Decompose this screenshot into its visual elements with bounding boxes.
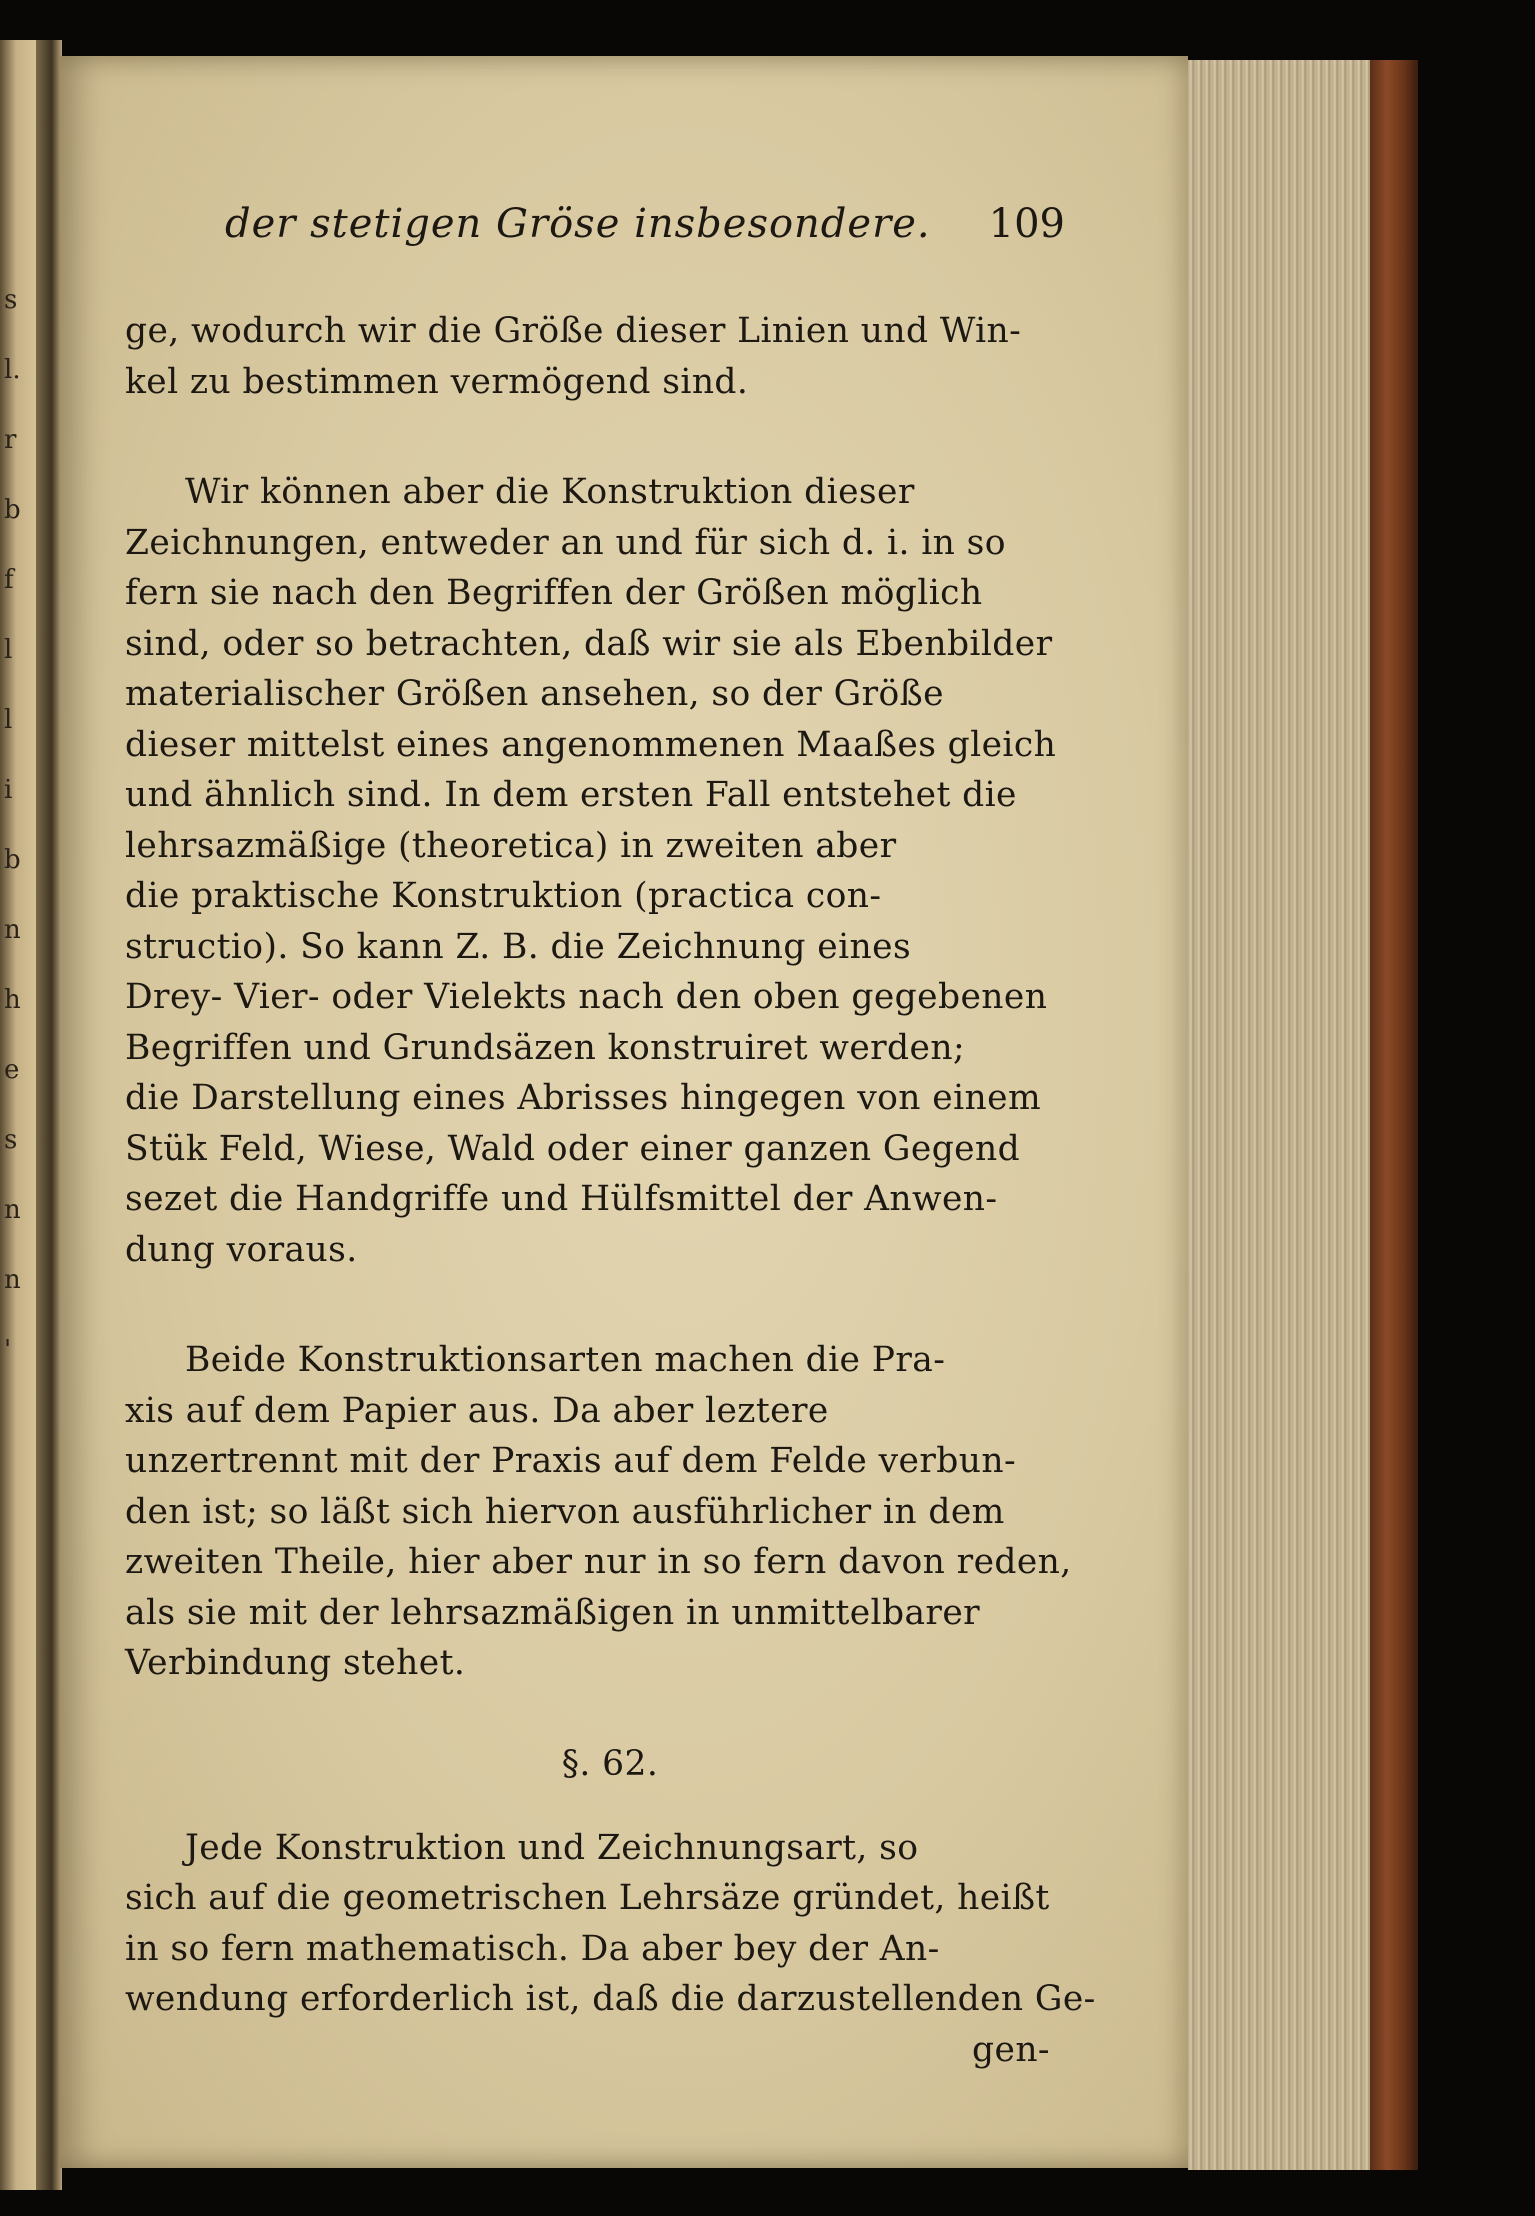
fragment: l <box>4 705 13 735</box>
text-line: sind, oder so betrachten, daß wir sie als Ebenbilder <box>125 623 1053 664</box>
fragment: s <box>4 1125 18 1155</box>
text-line: dung voraus. <box>125 1229 358 1270</box>
page-number: 109 <box>988 201 1065 247</box>
text-line: Jede Konstruktion und Zeichnungsart, so <box>185 1827 919 1868</box>
fragment: ' <box>4 1335 12 1365</box>
text-line: lehrsazmäßige (theoretica) in zweiten aber <box>125 825 897 866</box>
text-line: Begriffen und Grundsäzen konstruiret werden; <box>125 1027 965 1068</box>
running-title: der stetigen Gröse insbesondere. <box>225 201 931 247</box>
fragment: n <box>4 915 21 945</box>
catchword: gen- <box>972 2029 1050 2070</box>
fragment: b <box>4 495 21 525</box>
text-line: in so fern mathematisch. Da aber bey der An- <box>125 1928 940 1969</box>
book-gutter <box>36 40 62 2190</box>
previous-page-edge <box>0 40 36 2190</box>
text-line: structio). So kann Z. B. die Zeichnung eines <box>125 926 912 967</box>
text-line: ge, wodurch wir die Größe dieser Linien und Win- <box>125 311 1022 351</box>
fragment: l. <box>4 355 21 385</box>
page-header <box>225 201 1065 271</box>
text-line: den ist; so läßt sich hiervon ausführlicher in dem <box>125 1491 1005 1532</box>
fragment: f <box>4 565 14 595</box>
text-line: wendung erforderlich ist, daß die darzustellenden Ge- <box>125 1979 1096 2019</box>
fragment: e <box>4 1055 20 1085</box>
text-line: Wir können aber die Konstruktion dieser <box>185 472 915 512</box>
text-line: die Darstellung eines Abrisses hingegen von einem <box>125 1078 1042 1118</box>
fragment: i <box>4 775 13 805</box>
text-line: unzertrennt mit der Praxis auf dem Felde verbun- <box>125 1441 1016 1481</box>
text-line: Drey- Vier- oder Vielekts nach den oben gegebenen <box>125 977 1048 1017</box>
section-heading: §. 62. <box>561 1743 659 1784</box>
text-line: xis auf dem Papier aus. Da aber leztere <box>125 1390 829 1431</box>
fragment: l <box>4 635 13 665</box>
text-line: kel zu bestimmen vermögend sind. <box>125 361 749 402</box>
previous-page-fragments <box>4 280 30 1400</box>
fragment: s <box>4 285 18 315</box>
text-line: und ähnlich sind. In dem ersten Fall entstehet die <box>125 775 1017 815</box>
book-cover-edge <box>1370 60 1418 2170</box>
fragment: h <box>4 985 21 1015</box>
text-line: sich auf die geometrischen Lehrsäze gründet, heißt <box>125 1878 1050 1918</box>
text-line: Beide Konstruktionsarten machen die Pra- <box>185 1340 946 1380</box>
fragment: n <box>4 1265 21 1295</box>
body-text <box>125 306 1096 2075</box>
text-line: sezet die Handgriffe und Hülfsmittel der Anwen- <box>125 1179 998 1219</box>
fragment: r <box>4 425 17 455</box>
text-line: Zeichnungen, entweder an und für sich d. i. in so <box>125 522 1006 563</box>
text-line: als sie mit der lehrsazmäßigen in unmittelbarer <box>125 1592 981 1633</box>
book-page <box>60 56 1188 2168</box>
text-line: zweiten Theile, hier aber nur in so fern davon reden, <box>125 1542 1072 1582</box>
fragment: n <box>4 1195 21 1225</box>
text-line: Verbindung stehet. <box>125 1643 466 1683</box>
text-line: materialischer Größen ansehen, so der Größe <box>125 674 944 714</box>
text-line: fern sie nach den Begriffen der Größen möglich <box>125 573 983 613</box>
fragment: b <box>4 845 21 875</box>
text-line: Stük Feld, Wiese, Wald oder einer ganzen Gegend <box>125 1128 1021 1169</box>
text-line: die praktische Konstruktion (practica con- <box>125 876 882 916</box>
text-line: dieser mittelst eines angenommenen Maaßes gleich <box>125 724 1057 765</box>
